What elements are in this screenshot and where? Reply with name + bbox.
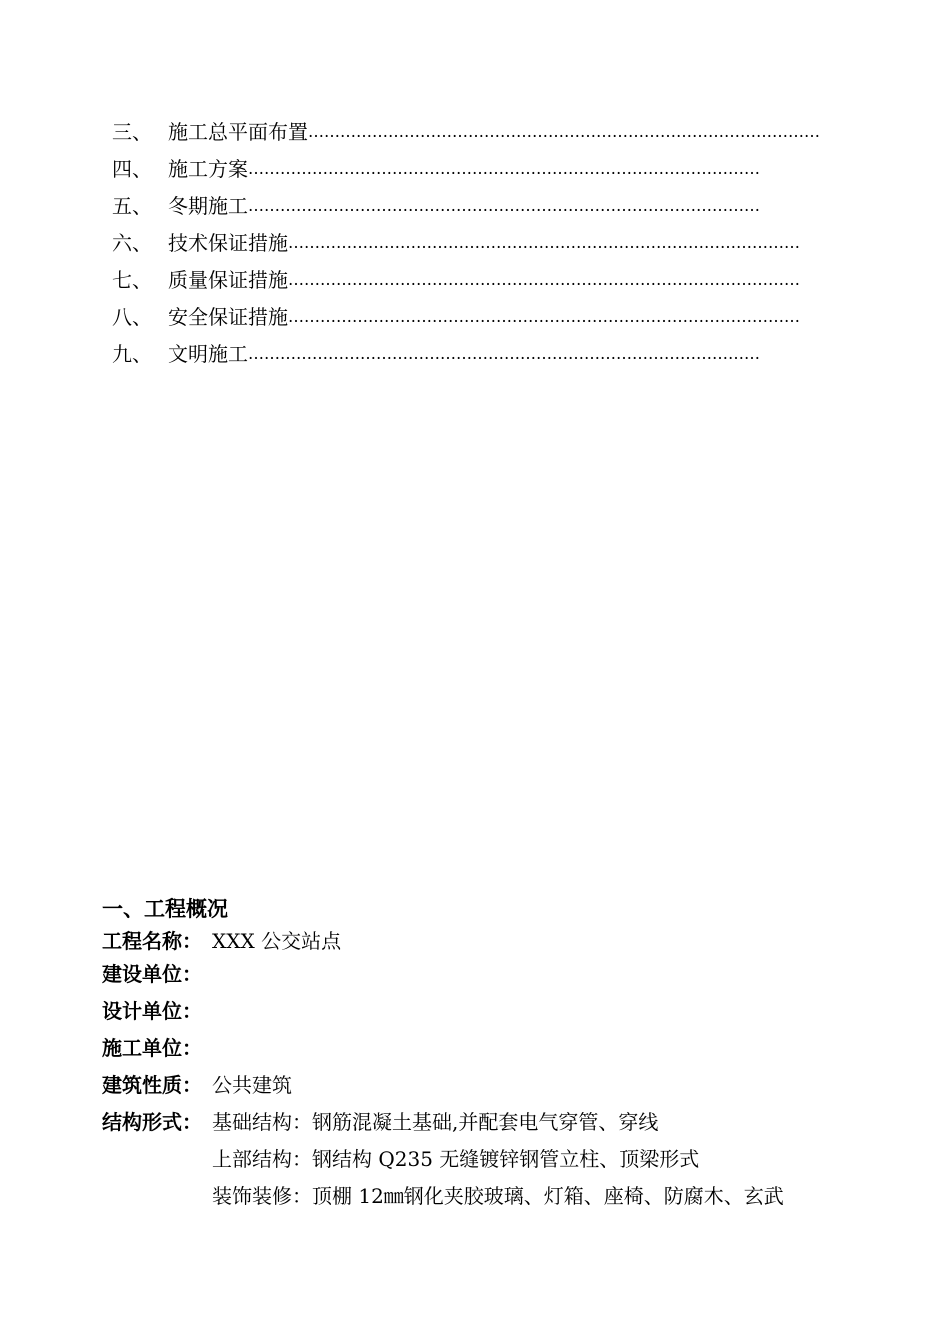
builder-label: 建设单位： (102, 962, 202, 986)
structure-label: 结构形式： (102, 1110, 202, 1134)
contractor-label: 施工单位： (102, 1036, 202, 1060)
toc-item-number: 八、 (112, 305, 152, 329)
toc-dot-leader: …………………………………………………………………………………… (248, 343, 760, 363)
toc-item-number: 七、 (112, 268, 152, 292)
toc-item-5 (112, 186, 760, 223)
toc-item-title: 安全保证措施 (168, 305, 288, 329)
toc-dot-leader: …………………………………………………………………………………… (288, 269, 800, 289)
builder-row (102, 954, 902, 991)
toc-dot-leader: …………………………………………………………………………………… (308, 121, 820, 141)
structure-superstructure-line: 上部结构：钢结构 Q235 无缝镀锌钢管立柱、顶梁形式 (212, 1147, 700, 1171)
nature-value: 公共建筑 (212, 1073, 292, 1097)
toc-item-number: 五、 (112, 194, 152, 218)
toc-item-7 (112, 260, 800, 297)
toc-dot-leader: …………………………………………………………………………………… (248, 158, 760, 178)
structure-foundation-line: 基础结构：钢筋混凝土基础,并配套电气穿管、穿线 (212, 1110, 659, 1134)
structure-continuation-row (102, 1176, 902, 1213)
toc-item-title: 施工方案 (168, 157, 248, 181)
toc-item-title: 技术保证措施 (168, 231, 288, 255)
toc-item-3 (112, 112, 820, 149)
toc-dot-leader: …………………………………………………………………………………… (288, 232, 800, 252)
toc-dot-leader: …………………………………………………………………………………… (248, 195, 760, 215)
toc-item-title: 质量保证措施 (168, 268, 288, 292)
structure-continuation-row (102, 1139, 902, 1176)
toc-item-8 (112, 297, 800, 334)
toc-item-9 (112, 334, 760, 371)
structure-decoration-line: 装饰装修：顶棚 12㎜钢化夹胶玻璃、灯箱、座椅、防腐木、玄武 (212, 1184, 784, 1208)
designer-row (102, 991, 902, 1028)
nature-row (102, 1065, 902, 1102)
toc-dot-leader: …………………………………………………………………………………… (288, 306, 800, 326)
nature-label: 建筑性质： (102, 1073, 202, 1097)
contractor-row (102, 1028, 902, 1065)
toc-item-title: 文明施工 (168, 342, 248, 366)
toc-item-4 (112, 149, 760, 186)
project-name-label: 工程名称： (102, 928, 202, 953)
project-overview-section (102, 894, 902, 1213)
designer-label: 设计单位： (102, 999, 202, 1023)
structure-row (102, 1102, 902, 1139)
toc-item-title: 施工总平面布置 (168, 120, 308, 144)
toc-item-number: 六、 (112, 231, 152, 255)
toc-item-number: 九、 (112, 342, 152, 366)
table-of-contents (112, 112, 820, 371)
toc-item-6 (112, 223, 800, 260)
toc-item-number: 三、 (112, 120, 152, 144)
toc-item-number: 四、 (112, 157, 152, 181)
toc-item-title: 冬期施工 (168, 194, 248, 218)
project-name-row (102, 924, 902, 954)
section-heading: 一、工程概况 (102, 897, 228, 921)
project-name-value: XXX 公交站点 (212, 928, 342, 953)
